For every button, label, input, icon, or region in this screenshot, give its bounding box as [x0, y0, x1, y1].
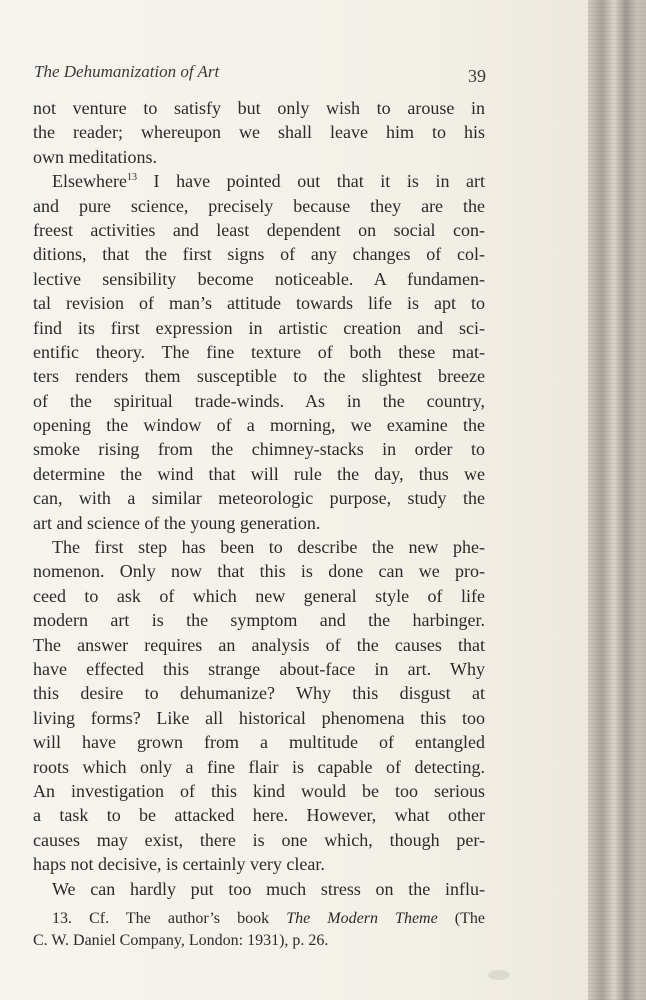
footnote-line-1	[33, 908, 485, 930]
text-line: a task to be attacked here. However, what other	[33, 805, 485, 826]
ink-smudge	[488, 970, 510, 980]
header-title: The Dehumanization of Art	[34, 62, 220, 81]
text-line: not venture to satisfy but only wish to arouse in	[33, 98, 485, 118]
text-line: own meditations.	[33, 146, 157, 167]
text-line: ters renders them susceptible to the slightest breeze	[33, 366, 485, 387]
text-line: this desire to dehumanize? Why this disgust at	[33, 683, 485, 704]
text-line: and pure science, precisely because they are the	[33, 195, 485, 216]
text-line: causes may exist, there is one which, though per-	[33, 829, 485, 850]
text-line: lective sensibility become noticeable. A fundamen-	[33, 268, 485, 289]
text-line: will have grown from a multitude of entangled	[33, 732, 485, 753]
footnote-line-1-suffix: (The	[437, 910, 485, 927]
text-line: haps not decisive, is certainly very clear.	[33, 854, 325, 875]
footnote-line-1-prefix: 13. Cf. The author’s book	[52, 910, 287, 927]
text-line: nomenon. Only now that this is done can we pro-	[33, 561, 485, 582]
text-line: tal revision of man’s attitude towards life is apt to	[33, 293, 485, 314]
footnote-book-title: The Modern Theme	[286, 910, 438, 927]
text-line: find its first expression in artistic creation and sci-	[33, 317, 485, 338]
footnote-line-2: C. W. Daniel Company, London: 1931), p. 26.	[33, 932, 329, 949]
footnote-reference: 13	[126, 172, 137, 184]
text-line: modern art is the symptom and the harbinger.	[33, 610, 485, 631]
text-line: art and science of the young generation.	[33, 512, 321, 533]
text-line: The answer requires an analysis of the causes that	[33, 634, 485, 655]
text-line: entific theory. The fine texture of both these mat-	[33, 341, 485, 362]
text-line: We can hardly put too much stress on the influ-	[52, 878, 485, 899]
text-line: Elsewhere$^{13}$ I have pointed out that it is in art	[52, 171, 485, 192]
text-line: the reader; whereupon we shall leave him to his	[33, 122, 485, 143]
text-line: of the spiritual trade-winds. As in the country,	[33, 390, 485, 411]
footnote	[33, 908, 485, 952]
text-line: can, with a similar meteorologic purpose, study the	[33, 488, 485, 509]
text-line: have effected this strange about-face in art. Why	[33, 658, 485, 679]
text-line: determine the wind that will rule the day, thus we	[33, 463, 485, 484]
running-head	[34, 62, 486, 90]
text-line: An investigation of this kind would be too serious	[33, 780, 485, 801]
text-line: smoke rising from the chimney-stacks in order to	[33, 439, 485, 460]
text-line: freest activities and least dependent on social con-	[33, 219, 485, 240]
text-line: ceed to ask of which new general style of life	[33, 585, 485, 606]
body-text	[33, 96, 485, 901]
text-line: The first step has been to describe the new phe-	[52, 537, 485, 558]
page-number: 39	[468, 66, 486, 86]
text-line: ditions, that the first signs of any changes of col-	[33, 244, 485, 265]
text-line: roots which only a fine flair is capable of detecting.	[33, 756, 485, 777]
text-line: living forms? Like all historical phenomena this too	[33, 707, 485, 728]
text-line: opening the window of a morning, we examine the	[33, 415, 485, 436]
book-binding-edge	[588, 0, 646, 1000]
